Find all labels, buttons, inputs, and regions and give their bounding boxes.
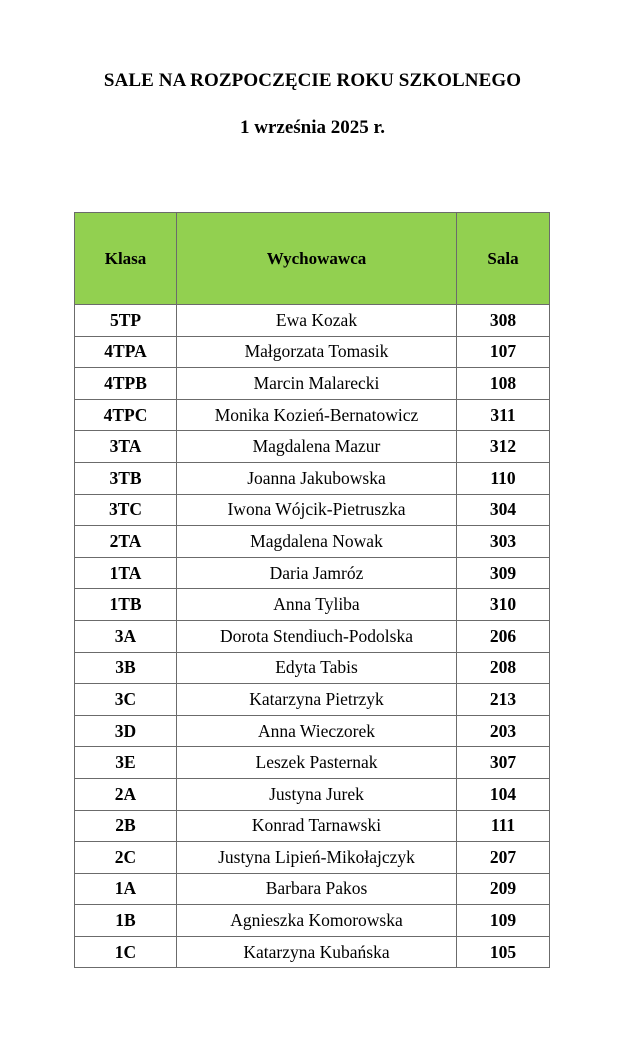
class-cell: 3TB bbox=[75, 462, 177, 494]
class-cell: 3A bbox=[75, 620, 177, 652]
table-row bbox=[75, 936, 550, 968]
room-cell: 310 bbox=[457, 589, 550, 621]
teacher-cell: Katarzyna Pietrzyk bbox=[177, 684, 457, 716]
table-row bbox=[75, 589, 550, 621]
teacher-cell: Magdalena Mazur bbox=[177, 431, 457, 463]
table-body bbox=[75, 305, 550, 968]
room-cell: 312 bbox=[457, 431, 550, 463]
class-cell: 3D bbox=[75, 715, 177, 747]
column-header-klasa: Klasa bbox=[75, 213, 177, 305]
table-row bbox=[75, 336, 550, 368]
teacher-cell: Joanna Jakubowska bbox=[177, 462, 457, 494]
class-cell: 2B bbox=[75, 810, 177, 842]
class-cell: 1TB bbox=[75, 589, 177, 621]
table-row bbox=[75, 620, 550, 652]
table-row bbox=[75, 905, 550, 937]
table-row bbox=[75, 305, 550, 337]
room-cell: 304 bbox=[457, 494, 550, 526]
table-row bbox=[75, 652, 550, 684]
table-header bbox=[75, 213, 550, 305]
room-cell: 213 bbox=[457, 684, 550, 716]
teacher-cell: Iwona Wójcik-Pietruszka bbox=[177, 494, 457, 526]
class-cell: 2TA bbox=[75, 526, 177, 558]
teacher-cell: Dorota Stendiuch-Podolska bbox=[177, 620, 457, 652]
room-cell: 110 bbox=[457, 462, 550, 494]
class-cell: 4TPB bbox=[75, 368, 177, 400]
table-row bbox=[75, 873, 550, 905]
class-cell: 2A bbox=[75, 778, 177, 810]
room-cell: 209 bbox=[457, 873, 550, 905]
room-cell: 111 bbox=[457, 810, 550, 842]
room-cell: 307 bbox=[457, 747, 550, 779]
teacher-cell: Konrad Tarnawski bbox=[177, 810, 457, 842]
table-row bbox=[75, 684, 550, 716]
teacher-cell: Edyta Tabis bbox=[177, 652, 457, 684]
table-row bbox=[75, 810, 550, 842]
room-cell: 203 bbox=[457, 715, 550, 747]
column-header-wychowawca: Wychowawca bbox=[177, 213, 457, 305]
room-cell: 109 bbox=[457, 905, 550, 937]
table-row bbox=[75, 747, 550, 779]
teacher-cell: Małgorzata Tomasik bbox=[177, 336, 457, 368]
class-cell: 3C bbox=[75, 684, 177, 716]
teacher-cell: Katarzyna Kubańska bbox=[177, 936, 457, 968]
teacher-cell: Magdalena Nowak bbox=[177, 526, 457, 558]
room-cell: 107 bbox=[457, 336, 550, 368]
room-cell: 105 bbox=[457, 936, 550, 968]
table-header-row bbox=[75, 213, 550, 305]
teacher-cell: Anna Tyliba bbox=[177, 589, 457, 621]
table-row bbox=[75, 557, 550, 589]
column-header-sala: Sala bbox=[457, 213, 550, 305]
table-row bbox=[75, 842, 550, 874]
class-cell: 1TA bbox=[75, 557, 177, 589]
page-subtitle-date: 1 września 2025 r. bbox=[240, 117, 385, 138]
room-cell: 309 bbox=[457, 557, 550, 589]
teacher-cell: Marcin Malarecki bbox=[177, 368, 457, 400]
teacher-cell: Agnieszka Komorowska bbox=[177, 905, 457, 937]
room-cell: 308 bbox=[457, 305, 550, 337]
table-row bbox=[75, 368, 550, 400]
room-cell: 104 bbox=[457, 778, 550, 810]
table-row bbox=[75, 526, 550, 558]
table-row bbox=[75, 494, 550, 526]
class-cell: 1B bbox=[75, 905, 177, 937]
room-cell: 206 bbox=[457, 620, 550, 652]
room-assignment-table bbox=[74, 212, 550, 968]
class-cell: 4TPC bbox=[75, 399, 177, 431]
table-row bbox=[75, 399, 550, 431]
room-cell: 108 bbox=[457, 368, 550, 400]
table-row bbox=[75, 462, 550, 494]
class-cell: 3TC bbox=[75, 494, 177, 526]
teacher-cell: Barbara Pakos bbox=[177, 873, 457, 905]
teacher-cell: Ewa Kozak bbox=[177, 305, 457, 337]
teacher-cell: Daria Jamróz bbox=[177, 557, 457, 589]
room-cell: 303 bbox=[457, 526, 550, 558]
class-cell: 2C bbox=[75, 842, 177, 874]
class-cell: 4TPA bbox=[75, 336, 177, 368]
teacher-cell: Monika Kozień-Bernatowicz bbox=[177, 399, 457, 431]
table-row bbox=[75, 778, 550, 810]
class-cell: 3B bbox=[75, 652, 177, 684]
teacher-cell: Justyna Lipień-Mikołajczyk bbox=[177, 842, 457, 874]
class-cell: 3E bbox=[75, 747, 177, 779]
room-cell: 208 bbox=[457, 652, 550, 684]
room-cell: 311 bbox=[457, 399, 550, 431]
table-row bbox=[75, 715, 550, 747]
teacher-cell: Leszek Pasternak bbox=[177, 747, 457, 779]
table-row bbox=[75, 431, 550, 463]
class-cell: 1C bbox=[75, 936, 177, 968]
teacher-cell: Justyna Jurek bbox=[177, 778, 457, 810]
page-title: SALE NA ROZPOCZĘCIE ROKU SZKOLNEGO bbox=[103, 70, 522, 91]
class-cell: 3TA bbox=[75, 431, 177, 463]
teacher-cell: Anna Wieczorek bbox=[177, 715, 457, 747]
room-cell: 207 bbox=[457, 842, 550, 874]
class-cell: 5TP bbox=[75, 305, 177, 337]
class-cell: 1A bbox=[75, 873, 177, 905]
